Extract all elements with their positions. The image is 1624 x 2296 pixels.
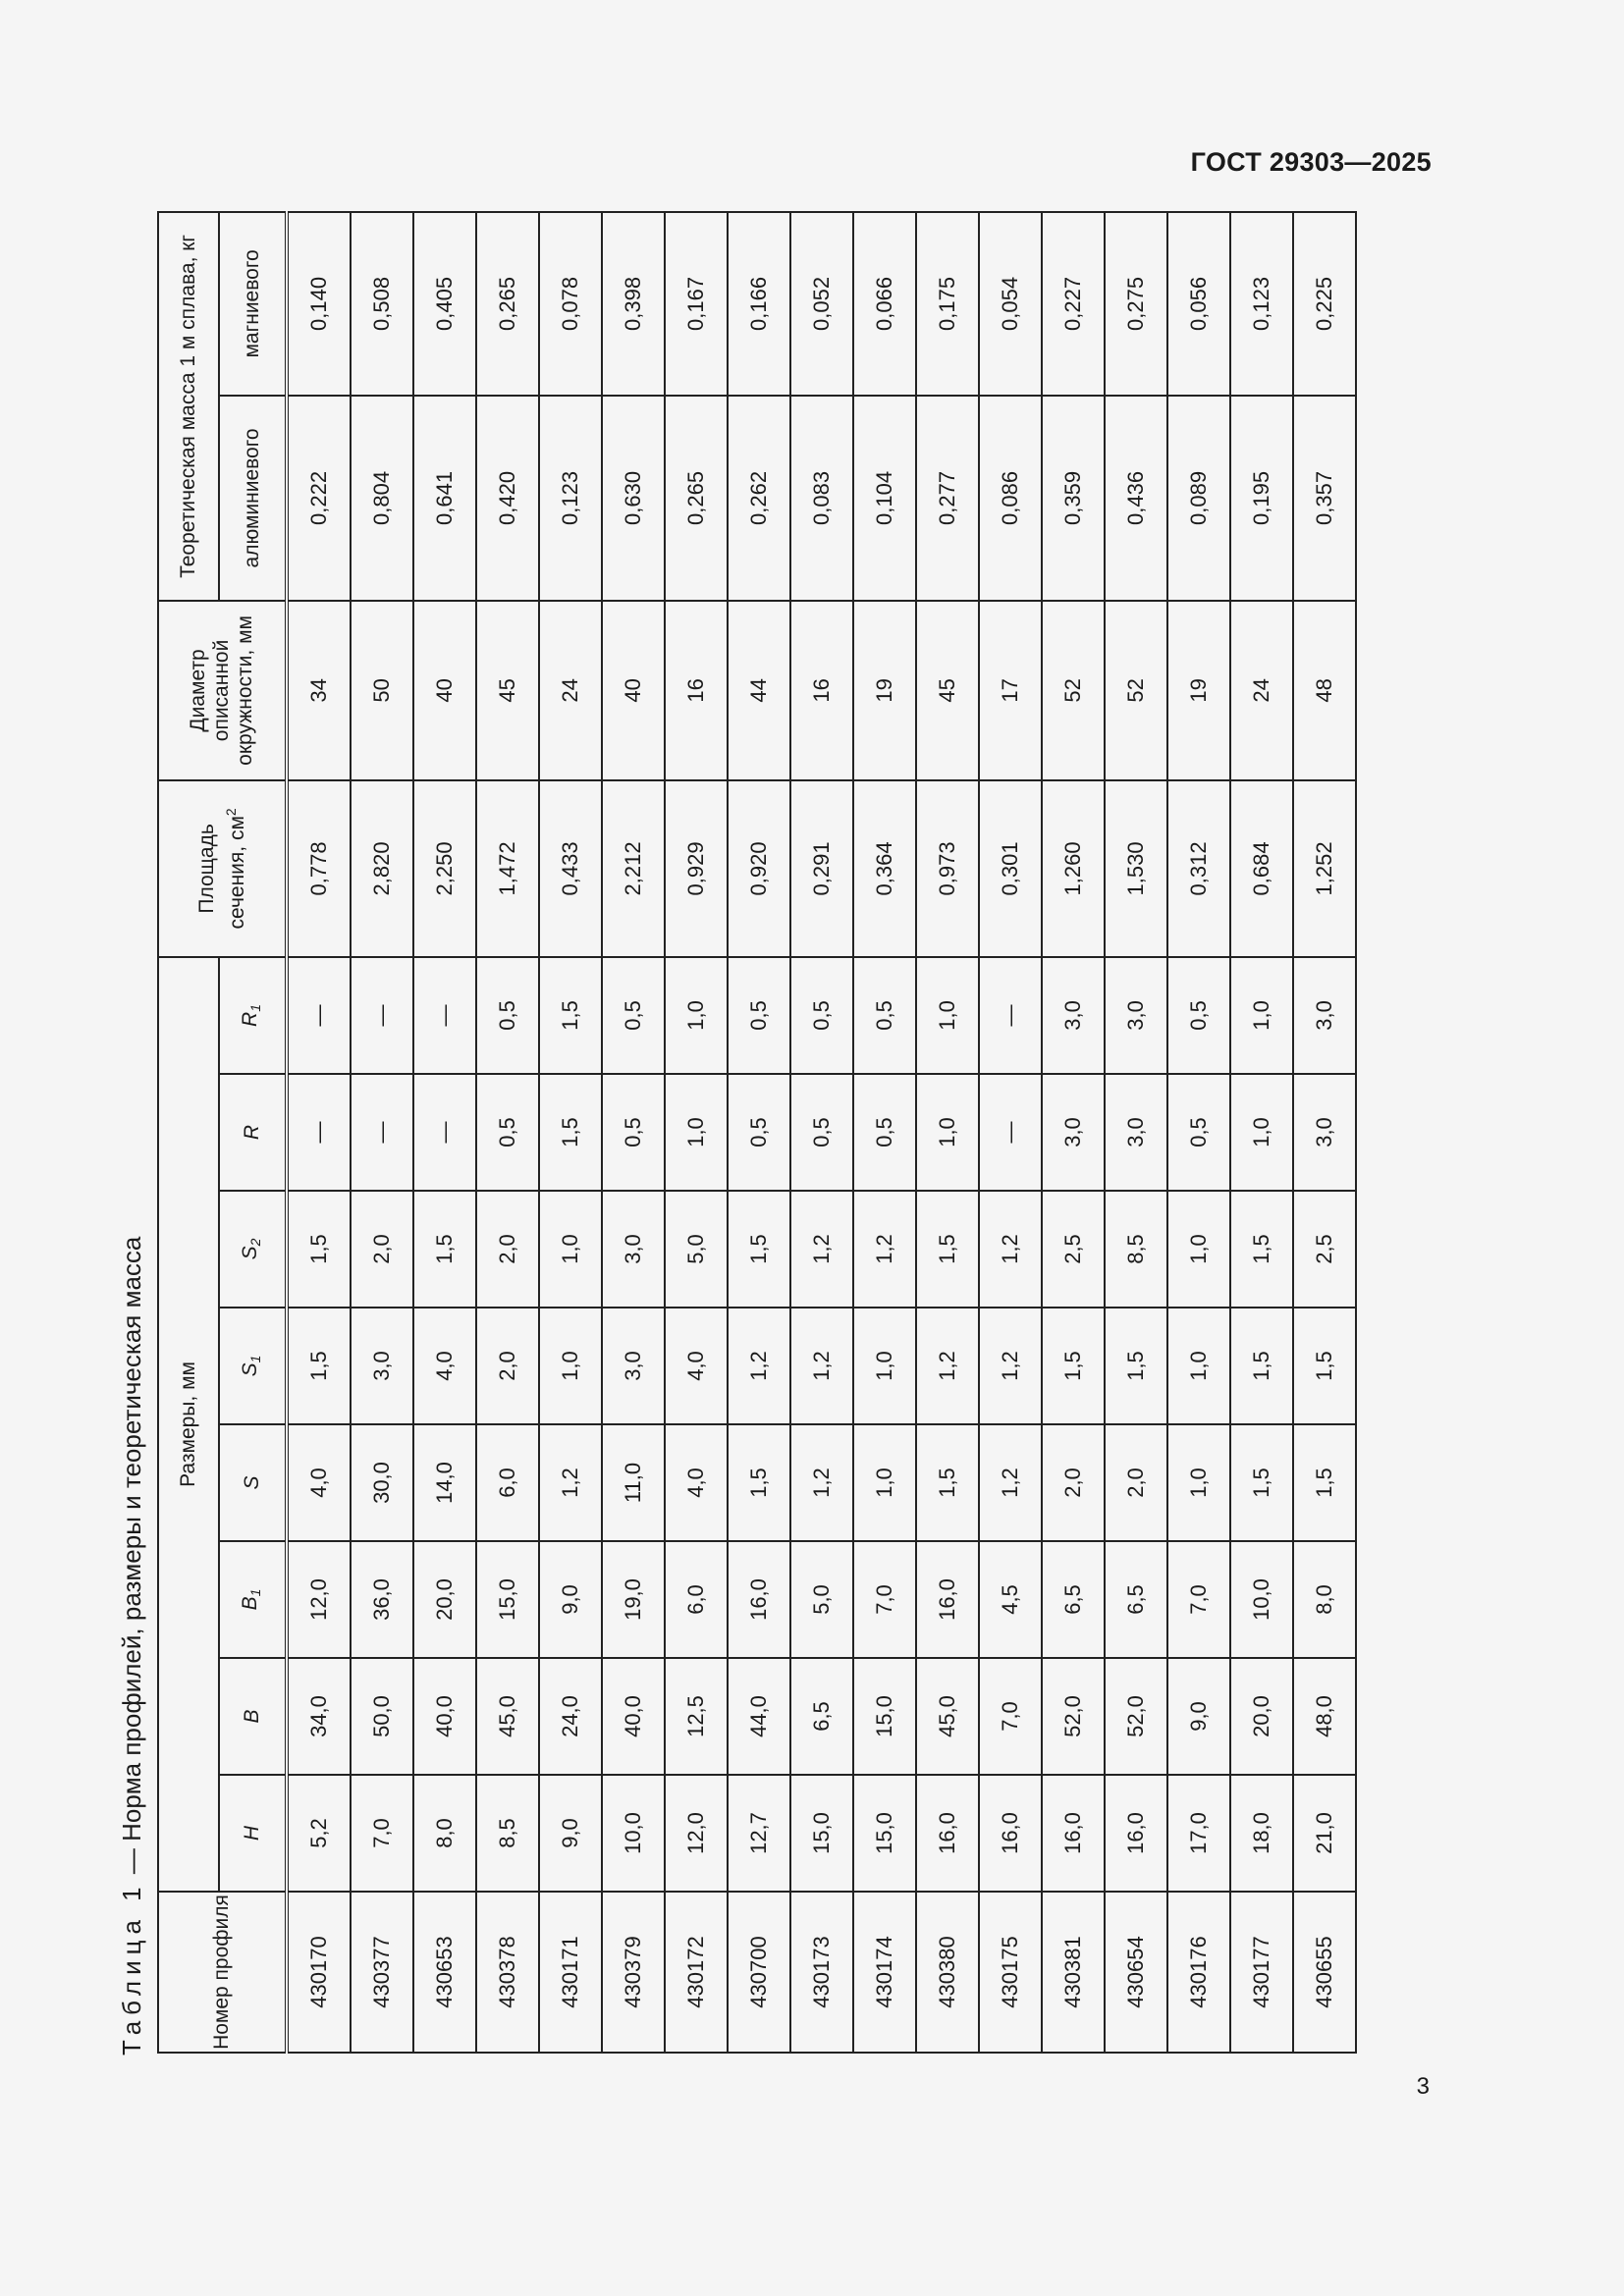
table-cell: 0,195 xyxy=(1230,396,1293,601)
table-cell: 0,5 xyxy=(476,957,539,1074)
table-cell: 3,0 xyxy=(1105,957,1167,1074)
table-cell: 6,5 xyxy=(1042,1541,1105,1658)
table-cell: 0,123 xyxy=(539,396,602,601)
table-cell: 0,5 xyxy=(728,1074,790,1191)
table-cell: 9,0 xyxy=(539,1541,602,1658)
table-cell: 0,5 xyxy=(602,1074,665,1191)
profile-number-cell: 430171 xyxy=(539,1892,602,2053)
table-cell: 45 xyxy=(476,601,539,780)
table-cell: 1,0 xyxy=(916,1074,979,1191)
table-cell: 0,301 xyxy=(979,780,1042,957)
header-dim-s2: $S_2$ xyxy=(219,1191,287,1308)
table-cell: 24 xyxy=(539,601,602,780)
header-dim-r1: $R_1$ xyxy=(219,957,287,1074)
table-cell: 15,0 xyxy=(476,1541,539,1658)
table-cell: 1,5 xyxy=(1230,1308,1293,1424)
table-cell: 0,5 xyxy=(853,1074,916,1191)
table-cell: 1,5 xyxy=(916,1424,979,1541)
table-cell: 1,5 xyxy=(539,957,602,1074)
table-cell: 5,2 xyxy=(287,1775,351,1892)
table-cell: 1,0 xyxy=(1167,1191,1230,1308)
table-cell: 16 xyxy=(665,601,728,780)
table-row xyxy=(1042,212,1105,2053)
table-cell: 0,364 xyxy=(853,780,916,957)
profile-number-cell: 430700 xyxy=(728,1892,790,2053)
header-dim-s1: $S_1$ xyxy=(219,1308,287,1424)
table-cell: 10,0 xyxy=(1230,1541,1293,1658)
table-cell: 0,804 xyxy=(351,396,413,601)
profile-number-cell: 430379 xyxy=(602,1892,665,2053)
profile-number-cell: 430174 xyxy=(853,1892,916,2053)
profile-number-cell: 430380 xyxy=(916,1892,979,2053)
table-cell: 1,472 xyxy=(476,780,539,957)
table-caption xyxy=(110,1237,153,2056)
table-cell: 1,260 xyxy=(1042,780,1105,957)
table-cell: 1,2 xyxy=(979,1191,1042,1308)
table-cell: 2,5 xyxy=(1293,1191,1356,1308)
table-cell: — xyxy=(413,1074,476,1191)
table-cell: 1,5 xyxy=(413,1191,476,1308)
table-cell: 3,0 xyxy=(602,1308,665,1424)
table-cell: 12,0 xyxy=(287,1541,351,1658)
table-cell: 0,056 xyxy=(1167,212,1230,396)
table-cell: 1,5 xyxy=(1293,1308,1356,1424)
table-cell: 2,5 xyxy=(1042,1191,1105,1308)
table-cell: — xyxy=(413,957,476,1074)
table-cell: 17,0 xyxy=(1167,1775,1230,1892)
table-row xyxy=(287,212,351,2053)
table-cell: 0,778 xyxy=(287,780,351,957)
table-cell: 0,929 xyxy=(665,780,728,957)
table-cell: 0,5 xyxy=(1167,1074,1230,1191)
table-cell: 52 xyxy=(1042,601,1105,780)
table-cell: 7,0 xyxy=(351,1775,413,1892)
table-cell: 36,0 xyxy=(351,1541,413,1658)
table-cell: 1,5 xyxy=(1230,1424,1293,1541)
table-cell: 0,436 xyxy=(1105,396,1167,601)
table-cell: 16,0 xyxy=(1105,1775,1167,1892)
table-caption-title: — Норма профилей, размеры и теоретическая масса xyxy=(117,1236,146,1882)
table-cell: 3,0 xyxy=(1042,957,1105,1074)
table-cell: 0,5 xyxy=(602,957,665,1074)
table-cell: 0,5 xyxy=(476,1074,539,1191)
table-row xyxy=(790,212,853,2053)
table-cell: 15,0 xyxy=(853,1775,916,1892)
table-cell: 2,0 xyxy=(1042,1424,1105,1541)
table-cell: 0,265 xyxy=(476,212,539,396)
table-cell: 4,0 xyxy=(665,1308,728,1424)
table-cell: 17 xyxy=(979,601,1042,780)
table-cell: 1,2 xyxy=(979,1424,1042,1541)
table-cell: 0,086 xyxy=(979,396,1042,601)
table-cell: 1,2 xyxy=(853,1191,916,1308)
table-cell: 1,0 xyxy=(665,957,728,1074)
table-cell: 0,054 xyxy=(979,212,1042,396)
table-cell: 0,277 xyxy=(916,396,979,601)
page-number: 3 xyxy=(1416,2073,1430,2100)
table-row xyxy=(1230,212,1293,2053)
table-cell: 0,052 xyxy=(790,212,853,396)
table-row xyxy=(665,212,728,2053)
table-row xyxy=(1293,212,1356,2053)
table-cell: 0,684 xyxy=(1230,780,1293,957)
table-cell: 9,0 xyxy=(539,1775,602,1892)
table-cell: 45 xyxy=(916,601,979,780)
table-cell: 0,359 xyxy=(1042,396,1105,601)
table-cell: 0,357 xyxy=(1293,396,1356,601)
table-cell: 0,5 xyxy=(1167,957,1230,1074)
table-cell: 1,0 xyxy=(1230,1074,1293,1191)
table-cell: 40,0 xyxy=(602,1658,665,1775)
table-cell: 1,5 xyxy=(287,1191,351,1308)
table-cell: — xyxy=(351,1074,413,1191)
table-cell: 50,0 xyxy=(351,1658,413,1775)
table-cell: 1,2 xyxy=(790,1191,853,1308)
table-cell: 6,5 xyxy=(1105,1541,1167,1658)
table-cell: 1,530 xyxy=(1105,780,1167,957)
table-cell: 0,225 xyxy=(1293,212,1356,396)
table-cell: 3,0 xyxy=(602,1191,665,1308)
table-cell: 3,0 xyxy=(1293,1074,1356,1191)
table-cell: 12,7 xyxy=(728,1775,790,1892)
table-cell: 6,0 xyxy=(665,1541,728,1658)
table-cell: 16,0 xyxy=(916,1541,979,1658)
table-row xyxy=(351,212,413,2053)
table-cell: 0,398 xyxy=(602,212,665,396)
table-cell: 8,5 xyxy=(476,1775,539,1892)
table-cell: 1,0 xyxy=(853,1308,916,1424)
table-cell: 16,0 xyxy=(916,1775,979,1892)
table-cell: 12,5 xyxy=(665,1658,728,1775)
table-cell: 0,405 xyxy=(413,212,476,396)
table-row xyxy=(916,212,979,2053)
table-cell: 1,0 xyxy=(1230,957,1293,1074)
table-cell: 1,2 xyxy=(979,1308,1042,1424)
table-row xyxy=(979,212,1042,2053)
table-cell: 40 xyxy=(602,601,665,780)
header-mass-group: Теоретическая масса 1 м сплава, кг xyxy=(158,212,219,601)
table-cell: 45,0 xyxy=(476,1658,539,1775)
table-cell: 4,0 xyxy=(665,1424,728,1541)
table-cell: 20,0 xyxy=(1230,1658,1293,1775)
table-cell: — xyxy=(351,957,413,1074)
table-cell: 2,0 xyxy=(476,1191,539,1308)
profile-number-cell: 430654 xyxy=(1105,1892,1167,2053)
table-cell: 0,083 xyxy=(790,396,853,601)
table-cell: 1,0 xyxy=(916,957,979,1074)
table-row xyxy=(853,212,916,2053)
table-cell: 7,0 xyxy=(1167,1541,1230,1658)
profile-number-cell: 430172 xyxy=(665,1892,728,2053)
table-cell: 0,140 xyxy=(287,212,351,396)
table-cell: 0,166 xyxy=(728,212,790,396)
table-cell: 19,0 xyxy=(602,1541,665,1658)
table-cell: 0,5 xyxy=(853,957,916,1074)
table-cell: 45,0 xyxy=(916,1658,979,1775)
table-cell: 16,0 xyxy=(979,1775,1042,1892)
table-cell: 4,0 xyxy=(287,1424,351,1541)
table-cell: 14,0 xyxy=(413,1424,476,1541)
table-cell: 5,0 xyxy=(790,1541,853,1658)
table-cell: 9,0 xyxy=(1167,1658,1230,1775)
table-cell: 48,0 xyxy=(1293,1658,1356,1775)
header-mass-magnesium: магниевого xyxy=(219,212,287,396)
table-cell: 3,0 xyxy=(1042,1074,1105,1191)
table-cell: 2,0 xyxy=(476,1308,539,1424)
table-row xyxy=(728,212,790,2053)
document-id: ГОСТ 29303—2025 xyxy=(1190,147,1432,177)
table-cell: 19 xyxy=(853,601,916,780)
table-cell: 0,227 xyxy=(1042,212,1105,396)
table-row xyxy=(413,212,476,2053)
table-cell: 52,0 xyxy=(1042,1658,1105,1775)
table-cell: 0,433 xyxy=(539,780,602,957)
table-cell: — xyxy=(979,957,1042,1074)
table-row xyxy=(602,212,665,2053)
table-cell: 2,0 xyxy=(1105,1424,1167,1541)
table-cell: 1,2 xyxy=(539,1424,602,1541)
table-caption-label: Таблица 1 xyxy=(117,1881,146,2056)
profile-number-cell: 430175 xyxy=(979,1892,1042,2053)
table-cell: 0,920 xyxy=(728,780,790,957)
table-cell: 40,0 xyxy=(413,1658,476,1775)
table-cell: 0,104 xyxy=(853,396,916,601)
header-dim-r: R xyxy=(219,1074,287,1191)
table-cell: 0,508 xyxy=(351,212,413,396)
table-cell: 15,0 xyxy=(853,1658,916,1775)
table-cell: 11,0 xyxy=(602,1424,665,1541)
table-cell: 16 xyxy=(790,601,853,780)
table-cell: 4,0 xyxy=(413,1308,476,1424)
table-cell: 18,0 xyxy=(1230,1775,1293,1892)
profile-number-cell: 430377 xyxy=(351,1892,413,2053)
table-cell: 44 xyxy=(728,601,790,780)
profile-number-cell: 430655 xyxy=(1293,1892,1356,2053)
table-cell: 24 xyxy=(1230,601,1293,780)
table-cell: 40 xyxy=(413,601,476,780)
table-row xyxy=(539,212,602,2053)
table-cell: 2,212 xyxy=(602,780,665,957)
profile-number-cell: 430177 xyxy=(1230,1892,1293,2053)
table-cell: 1,0 xyxy=(665,1074,728,1191)
header-dim-b1: $B_1$ xyxy=(219,1541,287,1658)
table-cell: 0,078 xyxy=(539,212,602,396)
table-cell: 34,0 xyxy=(287,1658,351,1775)
table-cell: 4,5 xyxy=(979,1541,1042,1658)
table-cell: 0,973 xyxy=(916,780,979,957)
table-row xyxy=(476,212,539,2053)
table-cell: 0,262 xyxy=(728,396,790,601)
table-cell: 1,5 xyxy=(1293,1424,1356,1541)
rotated-table-block xyxy=(110,228,1386,2061)
header-dim-s: S xyxy=(219,1424,287,1541)
table-cell: 0,123 xyxy=(1230,212,1293,396)
table-cell: 0,420 xyxy=(476,396,539,601)
table-cell: 1,5 xyxy=(1105,1308,1167,1424)
table-cell: 0,5 xyxy=(790,1074,853,1191)
profile-number-cell: 430176 xyxy=(1167,1892,1230,2053)
table-cell: — xyxy=(287,1074,351,1191)
table-cell: 48 xyxy=(1293,601,1356,780)
header-dimensions-group: Размеры, мм xyxy=(158,957,219,1892)
header-dim-b: B xyxy=(219,1658,287,1775)
table-cell: 6,0 xyxy=(476,1424,539,1541)
table-cell: 1,5 xyxy=(1230,1191,1293,1308)
table-cell: 15,0 xyxy=(790,1775,853,1892)
table-cell: 1,0 xyxy=(539,1191,602,1308)
table-cell: 19 xyxy=(1167,601,1230,780)
table-cell: 0,5 xyxy=(790,957,853,1074)
table-cell: 0,167 xyxy=(665,212,728,396)
table-cell: 0,630 xyxy=(602,396,665,601)
table-cell: 24,0 xyxy=(539,1658,602,1775)
table-cell: 8,5 xyxy=(1105,1191,1167,1308)
table-cell: 1,5 xyxy=(287,1308,351,1424)
table-cell: 1,2 xyxy=(728,1308,790,1424)
table-cell: 30,0 xyxy=(351,1424,413,1541)
table-cell: 10,0 xyxy=(602,1775,665,1892)
table-cell: 1,5 xyxy=(916,1191,979,1308)
header-mass-aluminium: алюминиевого xyxy=(219,396,287,601)
table-cell: 16,0 xyxy=(1042,1775,1105,1892)
table-cell: 2,820 xyxy=(351,780,413,957)
table-cell: 0,5 xyxy=(728,957,790,1074)
table-cell: 7,0 xyxy=(853,1541,916,1658)
table-cell: 1,252 xyxy=(1293,780,1356,957)
table-cell: 20,0 xyxy=(413,1541,476,1658)
profile-number-cell: 430170 xyxy=(287,1892,351,2053)
table-cell: 3,0 xyxy=(351,1308,413,1424)
table-cell: 0,089 xyxy=(1167,396,1230,601)
header-diameter: Диаметр описанной окружности, мм xyxy=(158,601,287,780)
table-cell: 8,0 xyxy=(1293,1541,1356,1658)
table-cell: 1,5 xyxy=(1042,1308,1105,1424)
table-cell: 3,0 xyxy=(1293,957,1356,1074)
table-cell: — xyxy=(287,957,351,1074)
table-cell: 44,0 xyxy=(728,1658,790,1775)
table-cell: 50 xyxy=(351,601,413,780)
table-cell: 1,2 xyxy=(916,1308,979,1424)
header-area: Площадь сечения, $см^2$ xyxy=(158,780,287,957)
table-cell: 0,265 xyxy=(665,396,728,601)
table-row xyxy=(1105,212,1167,2053)
table-cell: 3,0 xyxy=(1105,1074,1167,1191)
header-dim-h: H xyxy=(219,1775,287,1892)
table-cell: 1,0 xyxy=(539,1308,602,1424)
table-cell: 0,066 xyxy=(853,212,916,396)
table-cell: 52 xyxy=(1105,601,1167,780)
table-cell: 6,5 xyxy=(790,1658,853,1775)
table-cell: 52,0 xyxy=(1105,1658,1167,1775)
profile-number-cell: 430378 xyxy=(476,1892,539,2053)
table-cell: 0,312 xyxy=(1167,780,1230,957)
table-cell: 5,0 xyxy=(665,1191,728,1308)
table-cell: 1,2 xyxy=(790,1308,853,1424)
table-cell: 1,5 xyxy=(728,1424,790,1541)
table-cell: 0,175 xyxy=(916,212,979,396)
table-cell: 12,0 xyxy=(665,1775,728,1892)
header-profile-number: Номер профиля xyxy=(158,1892,287,2053)
profile-number-cell: 430381 xyxy=(1042,1892,1105,2053)
table-cell: 7,0 xyxy=(979,1658,1042,1775)
table-cell: 1,5 xyxy=(539,1074,602,1191)
table-row xyxy=(1167,212,1230,2053)
table-cell: 2,0 xyxy=(351,1191,413,1308)
table-cell: 1,0 xyxy=(853,1424,916,1541)
table-cell: 21,0 xyxy=(1293,1775,1356,1892)
table-cell: 8,0 xyxy=(413,1775,476,1892)
profile-number-cell: 430653 xyxy=(413,1892,476,2053)
table-cell: — xyxy=(979,1074,1042,1191)
table-cell: 0,275 xyxy=(1105,212,1167,396)
table-cell: 0,641 xyxy=(413,396,476,601)
table-cell: 1,2 xyxy=(790,1424,853,1541)
table-cell: 1,5 xyxy=(728,1191,790,1308)
profiles-table xyxy=(157,211,1357,2054)
table-cell: 34 xyxy=(287,601,351,780)
table-cell: 1,0 xyxy=(1167,1308,1230,1424)
table-cell: 16,0 xyxy=(728,1541,790,1658)
table-cell: 2,250 xyxy=(413,780,476,957)
profile-number-cell: 430173 xyxy=(790,1892,853,2053)
table-cell: 0,222 xyxy=(287,396,351,601)
table-cell: 0,291 xyxy=(790,780,853,957)
table-cell: 1,0 xyxy=(1167,1424,1230,1541)
